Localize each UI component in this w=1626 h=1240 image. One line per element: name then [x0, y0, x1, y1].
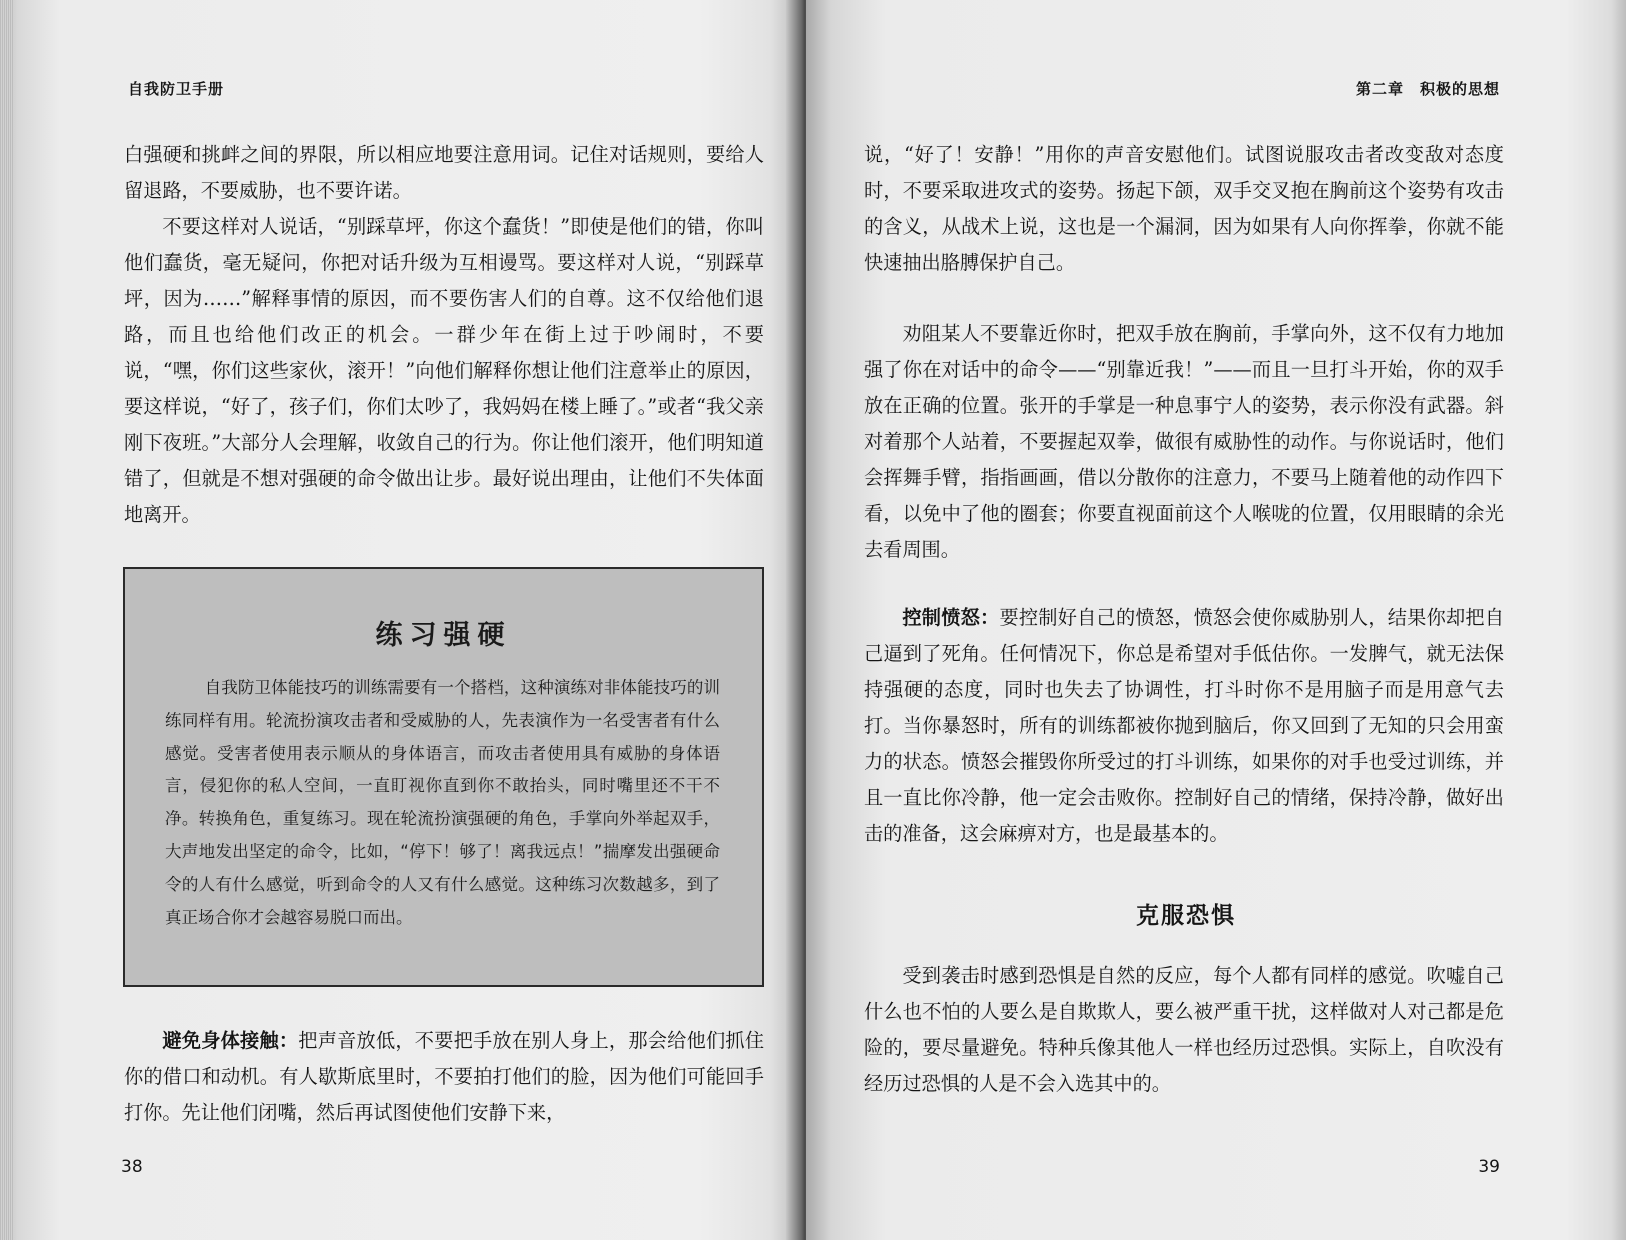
- right-page-number: 39: [1478, 1157, 1500, 1177]
- left-page: [0, 0, 800, 1240]
- section-heading: 克服恐惧: [1136, 903, 1236, 929]
- page-edge-stack: [0, 0, 14, 1240]
- right-page: [806, 0, 1626, 1240]
- left-paragraph-continued: 白强硬和挑衅之间的界限，所以相应地要注意用词。记住对话规则，要给人留退路，不要威胁，也不要许诺。: [124, 143, 764, 202]
- left-paragraph-examples: 不要这样对人说话，“别踩草坪，你这个蠢货！”即使是他们的错，你叫他们蠢货，毫无疑问，你把对话升级为互相谩骂。要这样对人说，“别踩草坪，因为……”解释事情的原因，而不要伤害人们的自尊。这不仅给他们退路，而且也给他们改正的机会。一群少年在街上过于吵闹时，不要说，“嘿，你们这些家伙，滚开！”向他们解释你想让他们注意举止的原因，要这样说，“好了，孩子们，你们太吵了，我妈妈在楼上睡了。”或者“我父亲刚下夜班。”大部分人会理解，收敛自己的行为。你让他们滚开，他们明知道错了，但就是不想对强硬的命令做出让步。最好说出理由，让他们不失体面地离开。: [124, 215, 764, 526]
- exercise-box: [123, 567, 764, 987]
- left-page-number: 38: [121, 1157, 143, 1177]
- control-anger-paragraph: [864, 600, 1504, 852]
- avoid-contact-lead: 避免身体接触：: [162, 1029, 299, 1052]
- exercise-box-title: 练习强硬: [375, 620, 512, 651]
- left-running-head: 自我防卫手册: [128, 80, 225, 98]
- right-paragraph-hands: 劝阻某人不要靠近你时，把双手放在胸前，手掌向外，这不仅有力地加强了你在对话中的命令——“别靠近我！”——而且一旦打斗开始，你的双手放在正确的位置。张开的手掌是一种息事宁人的姿势，表示你没有武器。斜对着那个人站着，不要握起双拳，做很有威胁性的动作。与你说话时，他们会挥舞手臂，指指画画，借以分散你的注意力，不要马上随着他的动作四下看，以免中了他的圈套；你要直视面前这个人喉咙的位置，仅用眼睛的余光去看周围。: [864, 322, 1504, 561]
- control-anger-lead: 控制愤怒：: [902, 606, 1000, 629]
- exercise-box-body: 自我防卫体能技巧的训练需要有一个搭档，这种演练对非体能技巧的训练同样有用。轮流扮演攻击者和受威胁的人，先表演作为一名受害者有什么感觉。受害者使用表示顺从的身体语言，而攻击者使用具有威胁的身体语言，侵犯你的私人空间，一直盯视你直到你不敢抬头，同时嘴里还不干不净。转换角色，重复练习。现在轮流扮演强硬的角色，手掌向外举起双手，大声地发出坚定的命令，比如，“停下！够了！离我远点！”揣摩发出强硬命令的人有什么感觉，听到命令的人又有什么感觉。这种练习次数越多，到了真正场合你才会越容易脱口而出。: [165, 678, 720, 927]
- right-paragraph-continued: 说，“好了！安静！”用你的声音安慰他们。试图说服攻击者改变敌对态度时，不要采取进攻式的姿势。扬起下颌，双手交叉抱在胸前这个姿势有攻击的含义，从战术上说，这也是一个漏洞，因为如果有人向你挥拳，你就不能快速抽出胳膊保护自己。: [864, 143, 1504, 274]
- section-paragraph: 受到袭击时感到恐惧是自然的反应，每个人都有同样的感觉。吹嘘自己什么也不怕的人要么是自欺欺人，要么被严重干扰，这样做对人对己都是危险的，要尽量避免。特种兵像其他人一样也经历过恐惧。实际上，自吹没有经历过恐惧的人是不会入选其中的。: [864, 964, 1504, 1095]
- right-running-head: 第二章 积极的思想: [1355, 80, 1500, 98]
- control-anger-text: 要控制好自己的愤怒，愤怒会使你威胁别人，结果你却把自己逼到了死角。任何情况下，你总是希望对手低估你。一发脾气，就无法保持强硬的态度，同时也失去了协调性，打斗时你不是用脑子而是用意气去打。当你暴怒时，所有的训练都被你抛到脑后，你又回到了无知的只会用蛮力的状态。愤怒会摧毁你所受过的打斗训练，如果你的对手也受过训练，并且一直比你冷静，他一定会击败你。控制好自己的情绪，保持冷静，做好出击的准备，这会麻痹对方，也是最基本的。: [864, 606, 1505, 845]
- avoid-contact-text: 把声音放低，不要把手放在别人身上，那会给他们抓住你的借口和动机。有人歇斯底里时，不要拍打他们的脸，因为他们可能回手打你。先让他们闭嘴，然后再试图使他们安静下来，: [124, 1029, 765, 1124]
- avoid-contact-paragraph: [124, 1023, 764, 1131]
